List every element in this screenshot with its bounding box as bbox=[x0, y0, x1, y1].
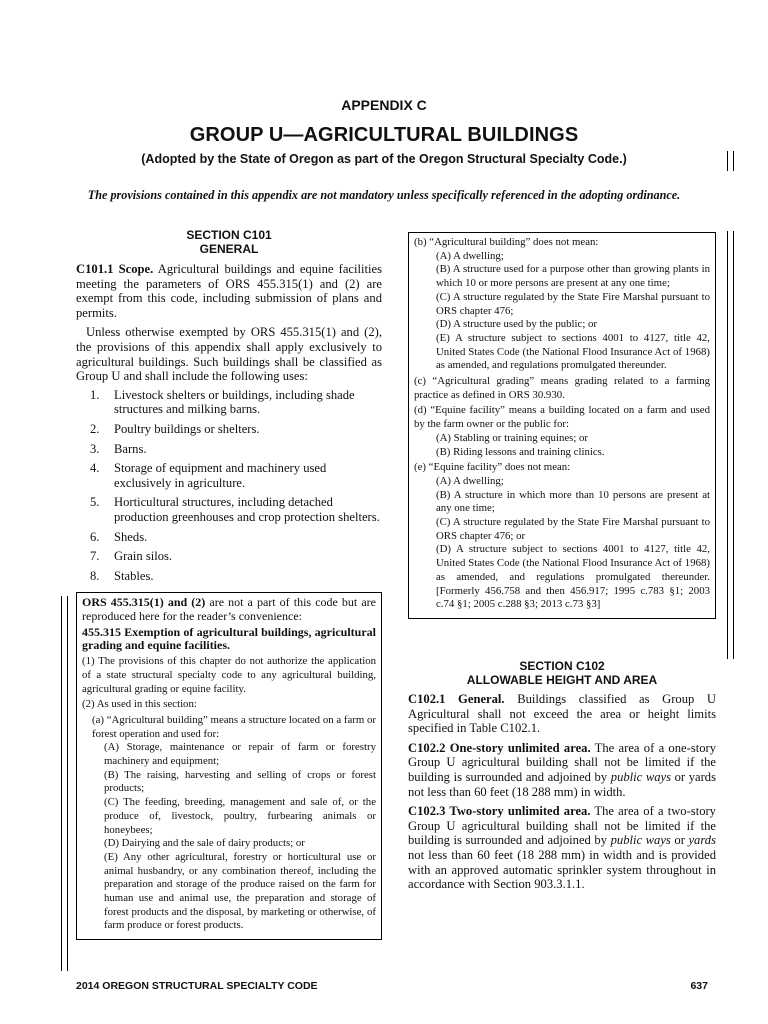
c102-3-italic-b: yards bbox=[688, 833, 716, 848]
section-name: GENERAL bbox=[199, 242, 259, 256]
page-number: 637 bbox=[690, 980, 708, 992]
ors-b-item: (A) A dwelling; bbox=[436, 249, 504, 262]
ors-a-item: (C) The feeding, breeding, management and sale of, or the produce of, livestock, poultry, furbearing animals or honeybees; bbox=[104, 796, 376, 836]
ors-a-item: (A) Storage, maintenance or repair of farm or forestry machinery and equipment; bbox=[104, 741, 376, 768]
c101-para2: Unless otherwise exempted by ORS 455.315(1) and (2), the provisions of this appendix shall apply exclusively to agricultural buildings. Such buildings shall be classified as Group U and shall include the following uses: bbox=[76, 325, 382, 384]
provisions-note: The provisions contained in this appendix are not mandatory unless specifically referenced in the adopting ordinance. bbox=[87, 188, 681, 202]
ors-b-item: (D) A structure used by the public; or bbox=[436, 318, 598, 331]
c102-3-or: or bbox=[670, 833, 689, 848]
use-item bbox=[76, 442, 382, 457]
ors-d-item: (B) Riding lessons and training clinics. bbox=[436, 445, 605, 458]
use-item bbox=[76, 569, 382, 584]
revision-bar bbox=[727, 231, 728, 659]
ors-e-item: (A) A dwelling; bbox=[436, 474, 504, 487]
ors-a-items bbox=[82, 741, 376, 933]
revision-bar bbox=[67, 596, 68, 971]
use-text: Stables. bbox=[114, 568, 154, 583]
left-column bbox=[76, 228, 382, 940]
appendix-label: APPENDIX C bbox=[341, 97, 427, 113]
ors-p2: (2) As used in this section: bbox=[82, 698, 197, 711]
right-column bbox=[408, 232, 716, 892]
ors-box-continued bbox=[408, 232, 716, 619]
revision-bar bbox=[727, 151, 728, 171]
section-c101-heading bbox=[76, 228, 382, 256]
section-c102-heading bbox=[408, 659, 716, 687]
c102-3-text-b: not less than 60 feet (18 288 mm) in width and is provided with an approved automatic sprinkler system throughout in accordance with Section 903.3.1.1. bbox=[408, 847, 716, 892]
c102-2-text-b: or yards not less than 60 feet (18 288 mm) in width. bbox=[408, 769, 716, 799]
page-subtitle: (Adopted by the State of Oregon as part of the Oregon Structural Specialty Code.) bbox=[141, 152, 627, 166]
use-text: Horticultural structures, including detached production greenhouses and crop protection shelters. bbox=[114, 495, 380, 524]
use-number: 6. bbox=[90, 529, 100, 544]
ors-e-item: (D) A structure subject to sections 4001 to 4127, title 42, United States Code (the National Flood Insurance Act of 1968) as amended, and regulations promulgated thereunder. [Formerly 456.758 and then 456.917; 1995 c.783 §1; 2003 c.74 §1; 2005 c.288 §3; 2013 c.73 §3] bbox=[436, 543, 710, 611]
use-number: 3. bbox=[90, 441, 100, 456]
ors-e: (e) “Equine facility” does not mean: bbox=[414, 461, 571, 474]
c102-1 bbox=[408, 692, 716, 736]
use-number: 8. bbox=[90, 568, 100, 583]
ors-a-item: (E) Any other agricultural, forestry or horticultural use or animal husbandry, or any combination thereof, including the preparation and storage of the produce raised on the farm for human use and animal use, the preparation and storage of forest products and the disposal, by marketing or otherwise, of farm produce or forest products. bbox=[104, 850, 376, 932]
ors-a-item: (B) The raising, harvesting and selling of crops or forest products; bbox=[104, 768, 376, 795]
scope-label: C101.1 Scope. bbox=[76, 262, 154, 276]
uses-list bbox=[76, 388, 382, 584]
revision-bar bbox=[733, 151, 734, 171]
c101-1-scope bbox=[76, 262, 382, 320]
ors-e-item: (C) A structure regulated by the State Fire Marshal pursuant to ORS chapter 476; or bbox=[436, 516, 710, 542]
section-number: SECTION C101 bbox=[186, 228, 272, 242]
ors-d-item: (A) Stabling or training equines; or bbox=[436, 431, 589, 444]
page-title: GROUP U—AGRICULTURAL BUILDINGS bbox=[189, 124, 579, 146]
ors-b-item: (B) A structure used for a purpose other than growing plants in which 10 or more persons are present at any one time; bbox=[436, 263, 710, 290]
ors-d: (d) “Equine facility” means a building located on a farm and used by the farm owner or the public for: bbox=[414, 404, 710, 431]
use-item bbox=[76, 549, 382, 564]
use-number: 4. bbox=[90, 461, 100, 476]
use-text: Storage of equipment and machinery used exclusively in agriculture. bbox=[114, 461, 327, 490]
ors-e-item: (B) A structure in which more than 10 persons are present at any one time; bbox=[436, 488, 710, 515]
c102-1-text: Buildings classified as Group U Agricultural shall not exceed the area or height limits specified in Table C102.1. bbox=[408, 691, 716, 736]
use-text: Poultry buildings or shelters. bbox=[114, 421, 260, 436]
ors-box bbox=[76, 592, 382, 940]
c102-3 bbox=[408, 804, 716, 892]
ors-b-item: (E) A structure subject to sections 4001 to 4127, title 42, United States Code (the National Flood Insurance Act of 1968) as amended, and regulations promulgated thereunder. bbox=[436, 331, 710, 372]
ors-e-items bbox=[414, 475, 710, 612]
use-text: Barns. bbox=[114, 441, 147, 456]
c102-2 bbox=[408, 741, 716, 799]
use-item bbox=[76, 530, 382, 545]
use-item bbox=[76, 388, 382, 417]
ors-a: (a) “Agricultural building” means a structure located on a farm or forest operation and used for: bbox=[92, 713, 376, 740]
use-text: Sheds. bbox=[114, 529, 148, 544]
use-number: 1. bbox=[90, 387, 100, 402]
c102-2-italic: public ways bbox=[610, 769, 672, 784]
c102-2-text-a: The area of a one-story Group U agricultural building shall not be limited if the building is surrounded and adjoined by bbox=[408, 740, 717, 784]
section-number: SECTION C102 bbox=[519, 658, 605, 673]
ors-intro: are not a part of this code but are reproduced here for the reader’s convenience: bbox=[82, 595, 377, 623]
ors-d-items bbox=[414, 432, 710, 459]
use-number: 5. bbox=[90, 495, 100, 510]
section-name: ALLOWABLE HEIGHT AND AREA bbox=[466, 672, 658, 687]
scope-text: Agricultural buildings and equine facilities meeting the parameters of ORS 455.315(1) and (2) are exempt from this code, including submission of plans and permits. bbox=[76, 262, 382, 320]
ors-c: (c) “Agricultural grading” means grading related to a farming practice as defined in ORS 30.930. bbox=[414, 375, 710, 401]
ors-b-items bbox=[414, 250, 710, 373]
use-item bbox=[76, 461, 382, 490]
use-text: Grain silos. bbox=[114, 549, 173, 564]
c102-3-text-a: The area of a two-story Group U agricultural building shall not be limited if the building is surrounded and adjoined by bbox=[408, 804, 716, 848]
ors-heading: 455.315 Exemption of agricultural buildings, agricultural grading and equine facilities. bbox=[82, 624, 376, 653]
ors-p1: (1) The provisions of this chapter do not authorize the application of a state structural specialty code to any agricultural building, agricultural grading or equine facility. bbox=[82, 655, 376, 695]
use-item bbox=[76, 422, 382, 437]
use-item bbox=[76, 495, 382, 524]
ors-b-item: (C) A structure regulated by the State Fire Marshal pursuant to ORS chapter 476; bbox=[436, 290, 710, 317]
c102-1-label: C102.1 General. bbox=[408, 691, 505, 706]
footer-code-name: 2014 OREGON STRUCTURAL SPECIALTY CODE bbox=[76, 980, 318, 992]
c102-2-label: C102.2 One-story unlimited area. bbox=[408, 740, 591, 755]
c102-3-label: C102.3 Two-story unlimited area. bbox=[408, 804, 591, 819]
use-number: 2. bbox=[90, 421, 100, 436]
use-text: Livestock shelters or buildings, including shade structures and milking barns. bbox=[114, 387, 355, 417]
revision-bar bbox=[61, 596, 62, 971]
c102-3-italic-a: public ways bbox=[610, 833, 671, 848]
revision-bar bbox=[733, 231, 734, 659]
ors-ref: ORS 455.315(1) and (2) bbox=[82, 595, 206, 610]
ors-b: (b) “Agricultural building” does not mean: bbox=[414, 236, 599, 248]
use-number: 7. bbox=[90, 549, 100, 564]
ors-a-item: (D) Dairying and the sale of dairy products; or bbox=[104, 837, 305, 850]
